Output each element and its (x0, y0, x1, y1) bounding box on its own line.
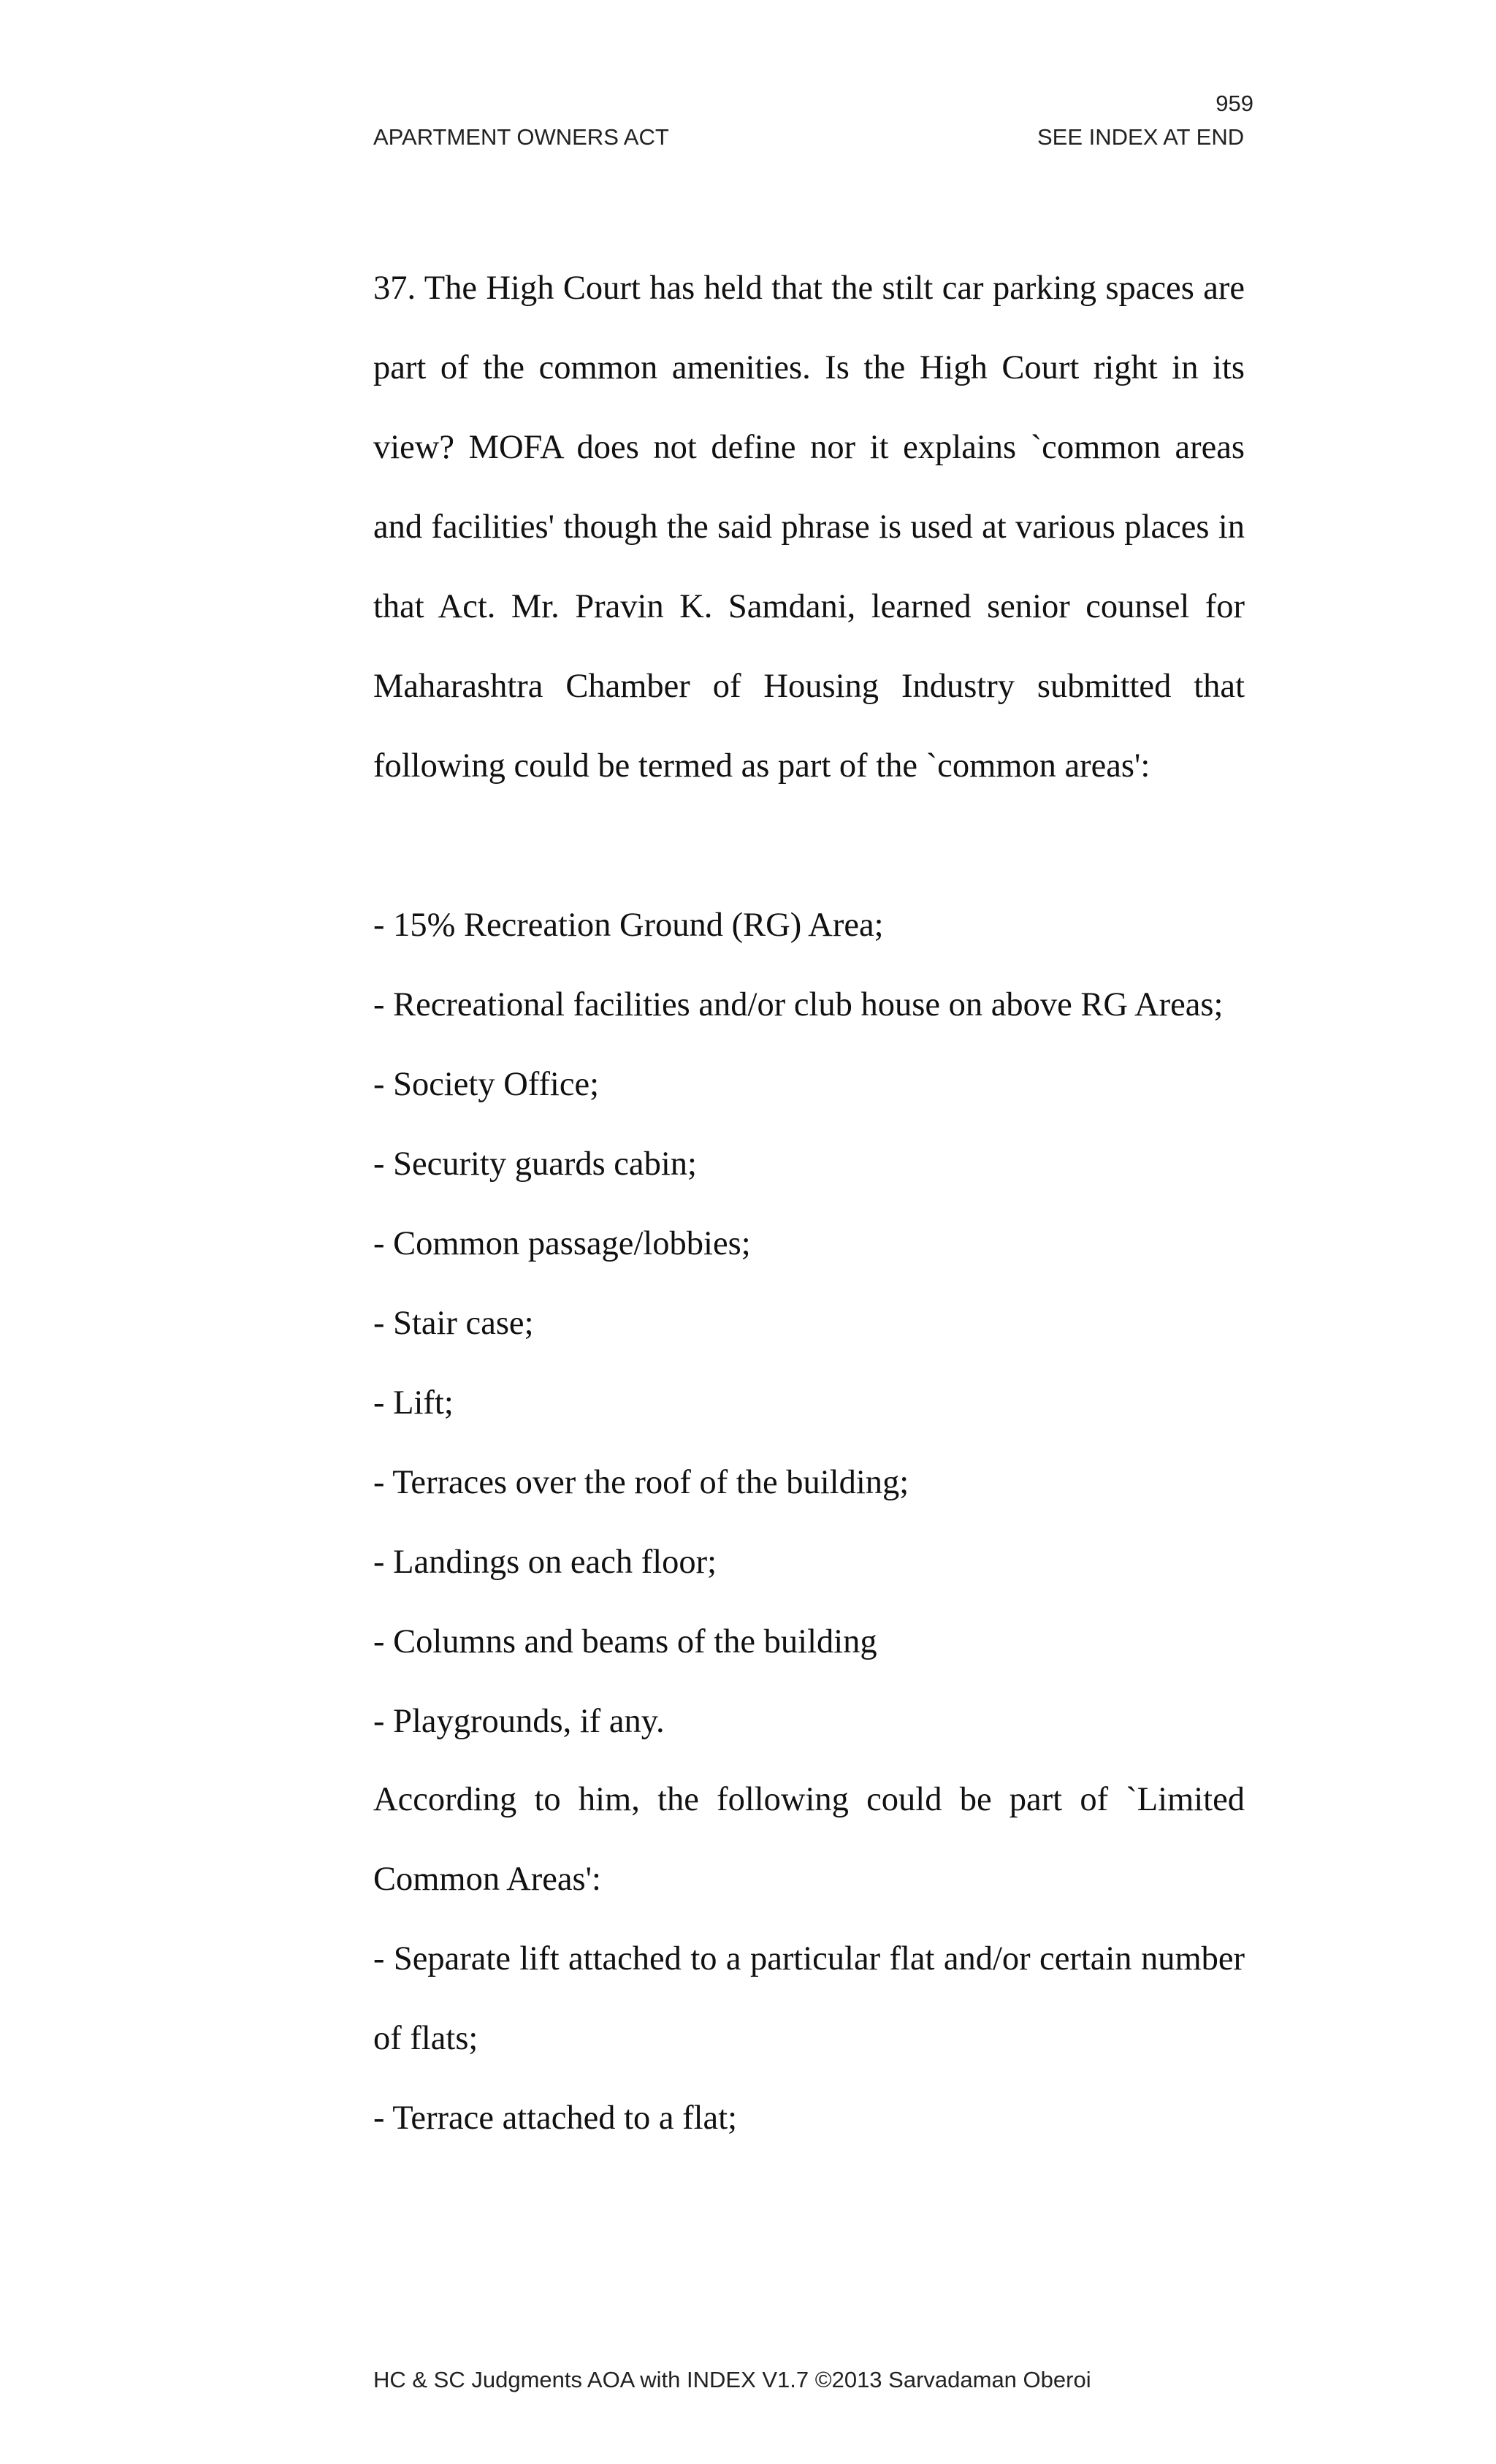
list-item: - Columns and beams of the building (373, 1623, 877, 1660)
list-item: - Lift; (373, 1384, 454, 1422)
list-item: - Society Office; (373, 1066, 600, 1103)
list-item: - Security guards cabin; (373, 1145, 697, 1183)
list-item: - Recreational facilities and/or club house on above RG Areas; (373, 986, 1224, 1023)
list-item: - Terraces over the roof of the building; (373, 1464, 909, 1501)
list-item: - Terrace attached to a flat; (373, 2099, 738, 2137)
list-item: - Landings on each floor; (373, 1544, 717, 1581)
common-areas-list (373, 885, 1245, 1761)
running-head-title: APARTMENT OWNERS ACT (373, 124, 669, 150)
list-item: - Playgrounds, if any. (373, 1703, 665, 1740)
page-number: 959 (1216, 91, 1253, 116)
list-item: - Stair case; (373, 1305, 534, 1342)
limited-common-areas-list (373, 1919, 1245, 2158)
list-item: - 15% Recreation Ground (RG) Area; (373, 907, 884, 944)
footer-copyright: HC & SC Judgments AOA with INDEX V1.7 ©2013 Sarvadaman Oberoi (373, 2367, 1091, 2392)
paragraph-37: 37. The High Court has held that the stilt car parking spaces are part of the common amenities. Is the High Court right in its view? MOFA does not define nor it explains `common areas and facilities' though the said phrase is used at various places in that Act. Mr. Pravin K. Samdani, learned senior counsel for Maharashtra Chamber of Housing Industry submitted that following could be termed as part of the `common areas': (373, 270, 1245, 785)
list-item: - Separate lift attached to a particular flat and/or certain number of flats; (373, 1940, 1245, 2057)
running-head-index-note: SEE INDEX AT END (1037, 124, 1245, 150)
limited-common-areas-intro: According to him, the following could be part of `Limited Common Areas': (373, 1781, 1245, 1898)
list-item: - Common passage/lobbies; (373, 1225, 751, 1262)
